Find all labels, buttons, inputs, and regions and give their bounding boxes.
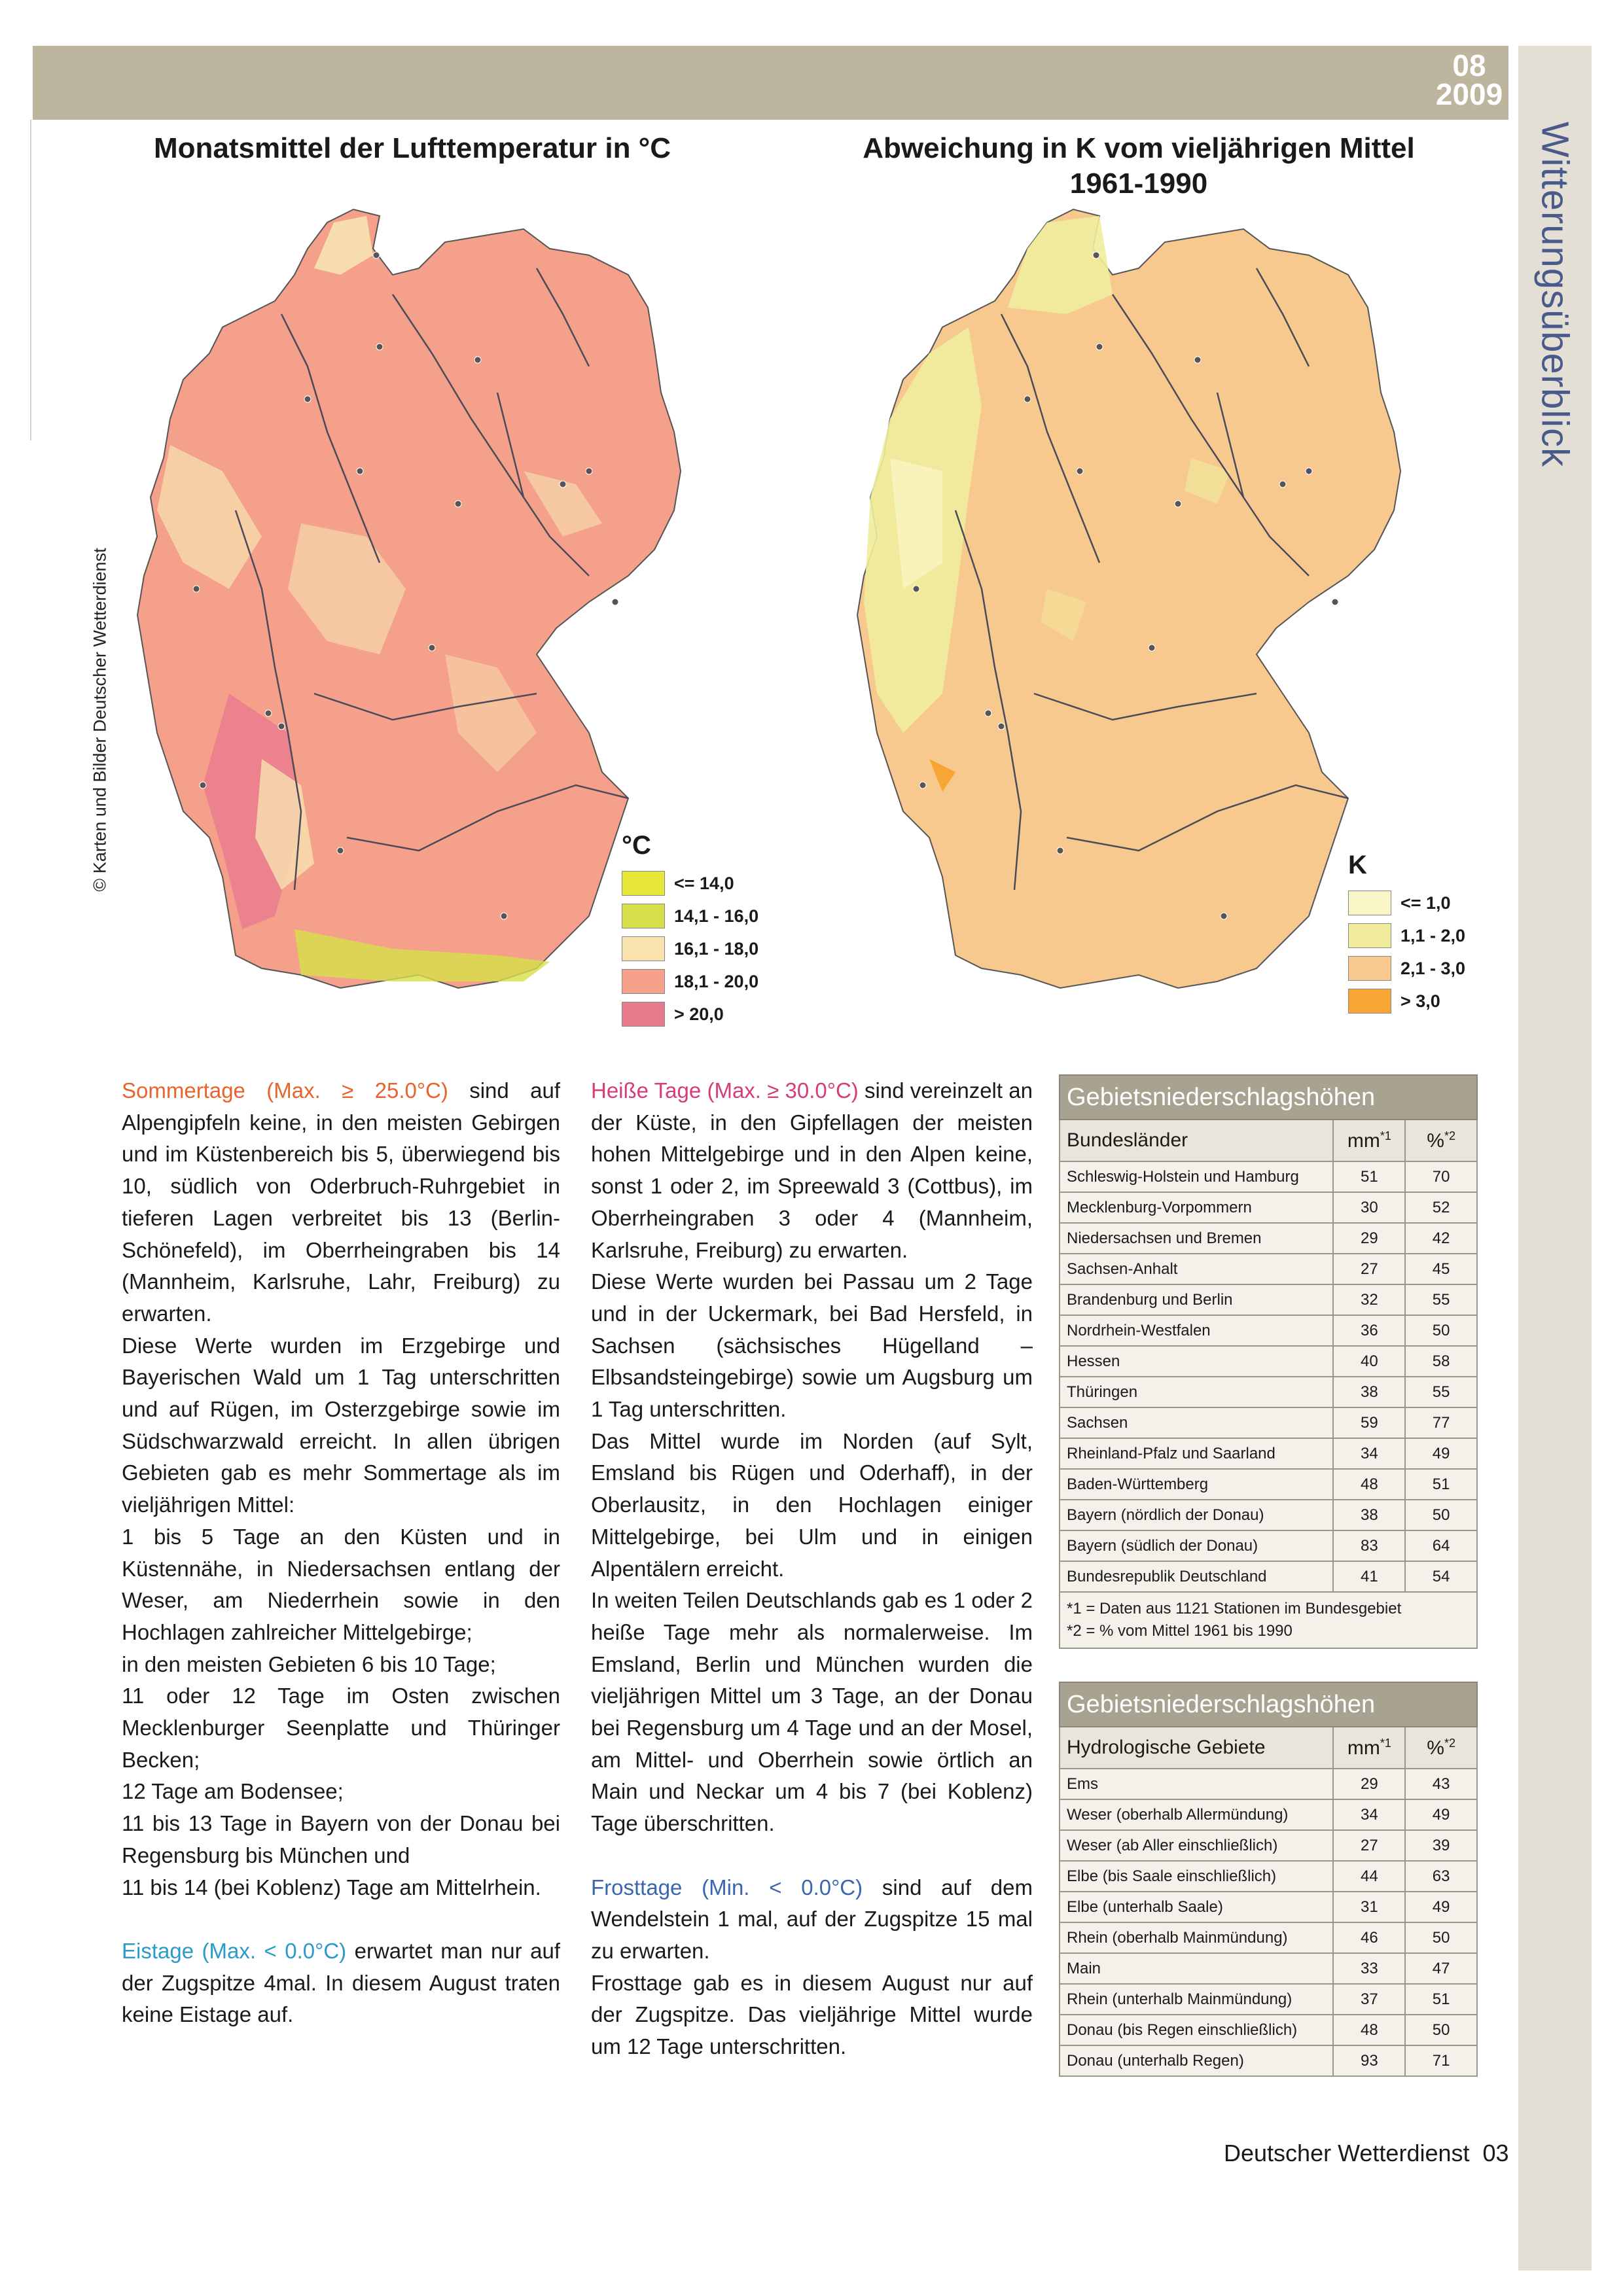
row-region-cell: Mecklenburg-Vorpommern bbox=[1060, 1192, 1333, 1223]
paragraph: Diese Werte wurden im Erzgebirge und Bayerischen Wald um 1 Tag unterschritten und auf Rügen, im Osterzgebirge sowie im Südschwarzwald erreicht. In allen übrigen Gebieten gab es mehr Sommertage als im vieljährigen Mittel: bbox=[122, 1333, 560, 1517]
row-region-cell: Weser (oberhalb Allermündung) bbox=[1060, 1799, 1333, 1830]
row-percent-cell: 50 bbox=[1405, 1315, 1477, 1346]
footnote: *1 = Daten aus 1121 Stationen im Bundesgebiet bbox=[1067, 1600, 1402, 1617]
legend-row bbox=[1348, 919, 1465, 952]
paragraph: Diese Werte wurden bei Passau um 2 Tage und in der Uckermark, bei Bad Hersfeld, in Sachsen (sächsisches Hügelland – Elbsandsteingebirge) sowie um Augsburg um 1 Tag unterschritten. bbox=[591, 1269, 1033, 1422]
row-region-cell: Baden-Württemberg bbox=[1060, 1469, 1333, 1500]
term-eistage: Eistage (Max. < 0.0°C) bbox=[122, 1938, 347, 1963]
legend-swatch bbox=[622, 871, 665, 896]
legend-swatch bbox=[1348, 989, 1391, 1014]
table-row bbox=[1060, 1561, 1477, 1592]
table-row bbox=[1060, 1377, 1477, 1407]
legend-label: 16,1 - 18,0 bbox=[674, 938, 759, 959]
issue-badge bbox=[1427, 48, 1512, 111]
term-sommertage: Sommertage (Max. ≥ 25.0°C) bbox=[122, 1078, 448, 1103]
row-region-cell: Niedersachsen und Bremen bbox=[1060, 1223, 1333, 1254]
paragraph: Frosttage gab es in diesem August nur auf der Zugspitze. Das vieljährige Mittel wurde um 12 Tage unterschritten. bbox=[591, 1970, 1033, 2059]
legend-swatch bbox=[1348, 923, 1391, 948]
table-row bbox=[1060, 1530, 1477, 1561]
row-mm-cell: 38 bbox=[1333, 1500, 1405, 1530]
table-row bbox=[1060, 1192, 1477, 1223]
row-region-cell: Rheinland-Pfalz und Saarland bbox=[1060, 1438, 1333, 1469]
table-row bbox=[1060, 1799, 1477, 1830]
germany-outline-left bbox=[137, 209, 681, 988]
table-row bbox=[1060, 1892, 1477, 1922]
row-mm-cell: 38 bbox=[1333, 1377, 1405, 1407]
map-right-title-line2: 1961-1990 bbox=[1069, 168, 1208, 200]
row-percent-cell: 49 bbox=[1405, 1438, 1477, 1469]
legend-label: <= 14,0 bbox=[674, 873, 734, 893]
row-percent-cell: 39 bbox=[1405, 1830, 1477, 1861]
paragraph-text: sind auf dem Wendelstein 1 mal, auf der Zugspitze 15 mal zu erwarten. bbox=[591, 1875, 1033, 1963]
row-percent-cell: 50 bbox=[1405, 1500, 1477, 1530]
table-row bbox=[1060, 1984, 1477, 2015]
row-mm-cell: 34 bbox=[1333, 1799, 1405, 1830]
column-header-mm: $mm^{*1}$ bbox=[1333, 1727, 1405, 1769]
row-region-cell: Main bbox=[1060, 1953, 1333, 1984]
copyright-note: © Karten und Bilder Deutscher Wetterdienst bbox=[90, 548, 110, 892]
table-row bbox=[1060, 1469, 1477, 1500]
row-percent-cell: 43 bbox=[1405, 1769, 1477, 1799]
row-percent-cell: 54 bbox=[1405, 1561, 1477, 1592]
row-mm-cell: 31 bbox=[1333, 1892, 1405, 1922]
row-percent-cell: 52 bbox=[1405, 1192, 1477, 1223]
legend-swatch bbox=[622, 936, 665, 961]
row-percent-cell: 51 bbox=[1405, 1984, 1477, 2015]
paragraph bbox=[122, 1075, 560, 1330]
row-mm-cell: 93 bbox=[1333, 2045, 1405, 2076]
row-mm-cell: 27 bbox=[1333, 1830, 1405, 1861]
temperature-legend bbox=[622, 831, 758, 1031]
header-bar bbox=[33, 46, 1508, 120]
row-percent-cell: 55 bbox=[1405, 1284, 1477, 1315]
paragraph: 11 bis 13 Tage in Bayern von der Donau bei Regensburg bis München und bbox=[122, 1811, 560, 1867]
row-percent-cell: 58 bbox=[1405, 1346, 1477, 1377]
text-column-2 bbox=[591, 1075, 1033, 2063]
term-heisse-tage: Heiße Tage (Max. ≥ 30.0°C) bbox=[591, 1078, 859, 1103]
row-mm-cell: 33 bbox=[1333, 1953, 1405, 1984]
paragraph-text: sind auf Alpengipfeln keine, in den meisten Gebirgen und im Küstenbereich bis 5, überwiegend bis 10, südlich von Oderbruch-Ruhrgebiet in tieferen Lagen verbreitet bis 13 (Berlin-Schönefeld), im Oberrheingraben bis 14 (Mannheim, Karlsruhe, Lahr, Freiburg) zu erwarten. bbox=[122, 1078, 560, 1326]
precip-table-hydro bbox=[1059, 1682, 1478, 2077]
footnote: *2 = % vom Mittel 1961 bis 1990 bbox=[1067, 1622, 1293, 1640]
row-percent-cell: 50 bbox=[1405, 1922, 1477, 1953]
paragraph bbox=[591, 1075, 1033, 1266]
paragraph: in den meisten Gebieten 6 bis 10 Tage; bbox=[122, 1651, 496, 1676]
row-region-cell: Donau (bis Regen einschließlich) bbox=[1060, 2015, 1333, 2045]
legend-label: > 20,0 bbox=[674, 1004, 724, 1024]
table-row bbox=[1060, 1315, 1477, 1346]
temperature-map bbox=[131, 196, 707, 1034]
row-region-cell: Bayern (südlich der Donau) bbox=[1060, 1530, 1333, 1561]
table-footnotes bbox=[1060, 1592, 1477, 1648]
row-region-cell: Rhein (oberhalb Mainmündung) bbox=[1060, 1922, 1333, 1953]
paragraph-text: sind vereinzelt an der Küste, in den Gipfellagen der meisten hohen Mittelgebirge und in den Alpen keine, sonst 1 oder 2, im Spreewald 3 (Cottbus), im Oberrheingraben 3 oder 4 (Mannheim, Karlsruhe, Freiburg) zu erwarten. bbox=[591, 1078, 1033, 1262]
table-row bbox=[1060, 1438, 1477, 1469]
table-row bbox=[1060, 1922, 1477, 1953]
paragraph: 12 Tage am Bodensee; bbox=[122, 1779, 344, 1804]
table-row bbox=[1060, 1769, 1477, 1799]
row-region-cell: Donau (unterhalb Regen) bbox=[1060, 2045, 1333, 2076]
row-mm-cell: 40 bbox=[1333, 1346, 1405, 1377]
publisher-name: Deutscher Wetterdienst bbox=[1224, 2140, 1470, 2166]
legend-label: > 3,0 bbox=[1400, 991, 1440, 1011]
row-percent-cell: 55 bbox=[1405, 1377, 1477, 1407]
paragraph-text: erwartet man nur auf der Zugspitze 4mal. In diesem August traten keine Eistage auf. bbox=[122, 1938, 560, 2027]
row-percent-cell: 63 bbox=[1405, 1861, 1477, 1892]
paragraph bbox=[122, 1935, 560, 2031]
legend-row bbox=[1348, 887, 1465, 919]
row-percent-cell: 49 bbox=[1405, 1799, 1477, 1830]
section-title: Witterungsüberblick bbox=[1533, 121, 1577, 468]
temperature-legend-title: °C bbox=[622, 831, 651, 860]
row-region-cell: Nordrhein-Westfalen bbox=[1060, 1315, 1333, 1346]
row-mm-cell: 32 bbox=[1333, 1284, 1405, 1315]
legend-label: 14,1 - 16,0 bbox=[674, 906, 759, 926]
row-region-cell: Bayern (nördlich der Donau) bbox=[1060, 1500, 1333, 1530]
table-row bbox=[1060, 1161, 1477, 1192]
table-row bbox=[1060, 1407, 1477, 1438]
legend-row bbox=[1348, 952, 1465, 985]
row-region-cell: Sachsen-Anhalt bbox=[1060, 1254, 1333, 1284]
column-header-region: Hydrologische Gebiete bbox=[1060, 1727, 1333, 1769]
row-mm-cell: 29 bbox=[1333, 1223, 1405, 1254]
issue-year: 2009 bbox=[1435, 77, 1503, 111]
row-region-cell: Rhein (unterhalb Mainmündung) bbox=[1060, 1984, 1333, 2015]
table-row bbox=[1060, 1500, 1477, 1530]
row-mm-cell: 59 bbox=[1333, 1407, 1405, 1438]
row-mm-cell: 46 bbox=[1333, 1922, 1405, 1953]
legend-label: <= 1,0 bbox=[1400, 892, 1451, 913]
paragraph: 1 bis 5 Tage an den Küsten und in Küstennähe, in Niedersachsen entlang der Weser, am Niederrhein sowie in den Hochlagen zahlreicher Mittelgebirge; bbox=[122, 1524, 560, 1644]
page-number: 03 bbox=[1482, 2140, 1509, 2166]
row-mm-cell: 30 bbox=[1333, 1192, 1405, 1223]
term-frosttage: Frosttage (Min. < 0.0°C) bbox=[591, 1875, 863, 1899]
row-mm-cell: 37 bbox=[1333, 1984, 1405, 2015]
row-percent-cell: 45 bbox=[1405, 1254, 1477, 1284]
table-title: Gebietsniederschlagshöhen bbox=[1060, 1075, 1477, 1120]
column-header-region: Bundesländer bbox=[1060, 1120, 1333, 1161]
row-percent-cell: 47 bbox=[1405, 1953, 1477, 1984]
row-region-cell: Bundesrepublik Deutschland bbox=[1060, 1561, 1333, 1592]
row-mm-cell: 83 bbox=[1333, 1530, 1405, 1561]
row-mm-cell: 34 bbox=[1333, 1438, 1405, 1469]
row-percent-cell: 77 bbox=[1405, 1407, 1477, 1438]
paragraph: 11 bis 14 (bei Koblenz) Tage am Mittelrhein. bbox=[122, 1875, 541, 1899]
legend-row bbox=[622, 932, 758, 965]
row-region-cell: Elbe (unterhalb Saale) bbox=[1060, 1892, 1333, 1922]
table-title: Gebietsniederschlagshöhen bbox=[1060, 1682, 1477, 1727]
row-region-cell: Brandenburg und Berlin bbox=[1060, 1284, 1333, 1315]
row-percent-cell: 70 bbox=[1405, 1161, 1477, 1192]
text-column-1 bbox=[122, 1075, 560, 2031]
legend-label: 1,1 - 2,0 bbox=[1400, 925, 1466, 945]
row-region-cell: Thüringen bbox=[1060, 1377, 1333, 1407]
row-mm-cell: 51 bbox=[1333, 1161, 1405, 1192]
margin-line bbox=[30, 120, 31, 440]
row-mm-cell: 44 bbox=[1333, 1861, 1405, 1892]
legend-swatch bbox=[622, 904, 665, 928]
map-left-title: Monatsmittel der Lufttemperatur in °C bbox=[153, 132, 671, 164]
row-percent-cell: 64 bbox=[1405, 1530, 1477, 1561]
paragraph: In weiten Teilen Deutschlands gab es 1 oder 2 heiße Tage mehr als normalerweise. Im Emsland, Berlin und München wurden die vieljährigen Mittel um 3 Tage, an der Donau bei Regensburg um 4 Tage und an der Mosel, am Mittel- und Oberrhein sowie örtlich an Main und Neckar um 4 bis 7 (bei Koblenz) Tage überschritten. bbox=[591, 1588, 1033, 1836]
row-percent-cell: 49 bbox=[1405, 1892, 1477, 1922]
row-mm-cell: 27 bbox=[1333, 1254, 1405, 1284]
row-region-cell: Schleswig-Holstein und Hamburg bbox=[1060, 1161, 1333, 1192]
legend-row bbox=[622, 965, 758, 998]
row-region-cell: Hessen bbox=[1060, 1346, 1333, 1377]
paragraph: Das Mittel wurde im Norden (auf Sylt, Emsland bis Rügen und Oderhaff), in der Oberlausitz, in den Hochlagen einiger Mittelgebirge, bei Ulm und in einigen Alpentälern erreicht. bbox=[591, 1428, 1033, 1581]
legend-row bbox=[622, 900, 758, 932]
column-header-mm: $mm^{*1}$ bbox=[1333, 1120, 1405, 1161]
table-row bbox=[1060, 2045, 1477, 2076]
issue-number: 08 bbox=[1452, 48, 1486, 82]
paragraph bbox=[591, 1872, 1033, 1968]
row-percent-cell: 51 bbox=[1405, 1469, 1477, 1500]
row-mm-cell: 41 bbox=[1333, 1561, 1405, 1592]
anomaly-legend-title: K bbox=[1348, 851, 1367, 879]
legend-row bbox=[1348, 985, 1465, 1017]
column-header-percent: %$^{*2}$ bbox=[1405, 1120, 1477, 1161]
table-row bbox=[1060, 2015, 1477, 2045]
table-row bbox=[1060, 1223, 1477, 1254]
column-header-percent: %$^{*2}$ bbox=[1405, 1727, 1477, 1769]
map-right-title bbox=[812, 131, 1466, 202]
row-mm-cell: 48 bbox=[1333, 2015, 1405, 2045]
row-mm-cell: 48 bbox=[1333, 1469, 1405, 1500]
row-region-cell: Weser (ab Aller einschließlich) bbox=[1060, 1830, 1333, 1861]
precip-table-states bbox=[1059, 1074, 1478, 1649]
row-percent-cell: 50 bbox=[1405, 2015, 1477, 2045]
table-row bbox=[1060, 1861, 1477, 1892]
legend-swatch bbox=[1348, 891, 1391, 915]
legend-row bbox=[622, 867, 758, 900]
table-row bbox=[1060, 1346, 1477, 1377]
legend-row bbox=[622, 998, 758, 1031]
row-region-cell: Ems bbox=[1060, 1769, 1333, 1799]
row-percent-cell: 42 bbox=[1405, 1223, 1477, 1254]
legend-swatch bbox=[622, 969, 665, 994]
legend-label: 18,1 - 20,0 bbox=[674, 971, 759, 991]
legend-swatch bbox=[622, 1002, 665, 1027]
map-right-title-line1: Abweichung in K vom vieljährigen Mittel bbox=[863, 132, 1415, 164]
row-mm-cell: 36 bbox=[1333, 1315, 1405, 1346]
row-region-cell: Sachsen bbox=[1060, 1407, 1333, 1438]
table-row bbox=[1060, 1254, 1477, 1284]
page-footer bbox=[1224, 2140, 1509, 2167]
anomaly-legend bbox=[1348, 851, 1465, 1017]
row-region-cell: Elbe (bis Saale einschließlich) bbox=[1060, 1861, 1333, 1892]
row-percent-cell: 71 bbox=[1405, 2045, 1477, 2076]
table-row bbox=[1060, 1830, 1477, 1861]
table-row bbox=[1060, 1953, 1477, 1984]
anomaly-map bbox=[851, 196, 1427, 1034]
table-row bbox=[1060, 1284, 1477, 1315]
legend-label: 2,1 - 3,0 bbox=[1400, 958, 1466, 978]
paragraph: 11 oder 12 Tage im Osten zwischen Mecklenburger Seenplatte und Thüringer Becken; bbox=[122, 1684, 560, 1772]
legend-swatch bbox=[1348, 956, 1391, 981]
row-mm-cell: 29 bbox=[1333, 1769, 1405, 1799]
